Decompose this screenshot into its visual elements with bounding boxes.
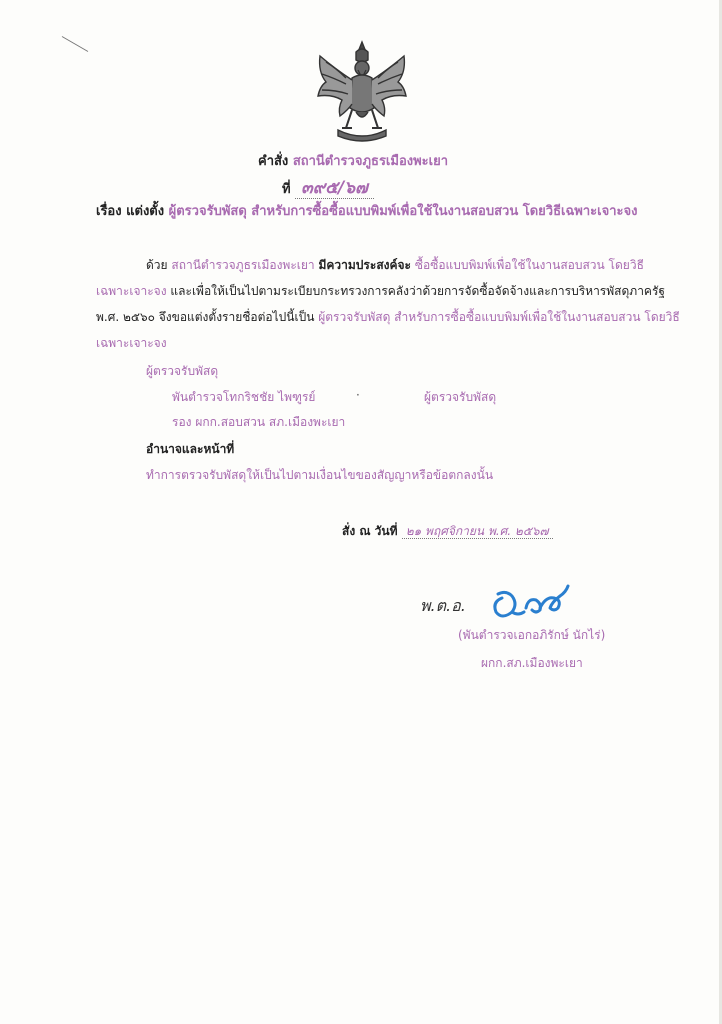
committee-heading: ผู้ตรวจรับพัสดุ [146,364,219,378]
station-name-inline: สถานีตำรวจภูธรเมืองพะเยา [171,258,315,272]
order-date-label: สั่ง ณ วันที่ [342,524,398,538]
order-heading [258,150,448,171]
body-text: มีความประสงค์จะ [318,258,412,272]
subject-label: เรื่อง [96,204,122,219]
garuda-emblem-icon [312,38,412,142]
body-text: และเพื่อให้เป็นไปตามระเบียบกระทรวงการคลังว่าด้วยการจัดซื้อจัดจ้างและการบริหารพัสดุภาครัฐ [170,284,666,298]
subject-title: ผู้ตรวจรับพัสดุ สำหรับการซื้อซื้อแบบพิมพ์เพื่อใช้ในงานสอบสวน โดยวิธีเฉพาะเจาะจง [168,204,638,219]
handwritten-signature-icon [488,578,574,622]
body-text: พ.ศ. ๒๕๖๐ จึงขอแต่งตั้งรายชื่อต่อไปนี้เป็น [96,310,315,324]
number-value: ๓๙๕/๖๗ [295,178,374,199]
body-text: ด้วย [146,258,168,272]
number-label: ที่ [282,182,291,197]
body-line-3 [96,308,680,327]
body-line-4: เฉพาะเจาะจง [96,336,167,350]
body-line-1 [146,256,644,275]
order-date-value: ๒๑ พฤศจิกายน พ.ศ. ๒๕๖๗ [402,524,553,539]
order-label: คำสั่ง [258,154,289,169]
order-number [282,174,374,201]
committee-member-role: ผู้ตรวจรับพัสดุ [424,390,497,404]
committee-member-name: พันตำรวจโทกริชชัย ไพฑูรย์ [172,390,316,404]
subject-line [96,200,637,221]
committee-member-position: รอง ผกก.สอบสวน สภ.เมืองพะเยา [172,415,346,429]
signer-rank-initials: พ.ต.อ. [420,596,466,615]
order-date-line [342,522,553,541]
purchase-text: ซื้อซื้อแบบพิมพ์เพื่อใช้ในงานสอบสวน โดยวิธี [414,258,644,272]
subject-appoint: แต่งตั้ง [126,204,165,219]
method-text: เฉพาะเจาะจง [96,284,167,298]
duty-text: ทำการตรวจรับพัสดุให้เป็นไปตามเงื่อนไขของสัญญาหรือข้อตกลงนั้น [146,468,494,482]
duty-heading: อำนาจและหน้าที่ [146,442,235,456]
signer-name: (พันตำรวจเอกอภิรักษ์ นักไร่) [458,628,606,642]
station-name: สถานีตำรวจภูธรเมืองพะเยา [292,154,449,169]
separator-dot: · [356,388,360,402]
body-line-2 [96,282,665,301]
committee-purpose-text: ผู้ตรวจรับพัสดุ สำหรับการซื้อซื้อแบบพิมพ์เพื่อใช้ในงานสอบสวน โดยวิธี [318,310,680,324]
scan-mark [62,36,88,52]
signer-position: ผกก.สภ.เมืองพะเยา [481,656,583,670]
